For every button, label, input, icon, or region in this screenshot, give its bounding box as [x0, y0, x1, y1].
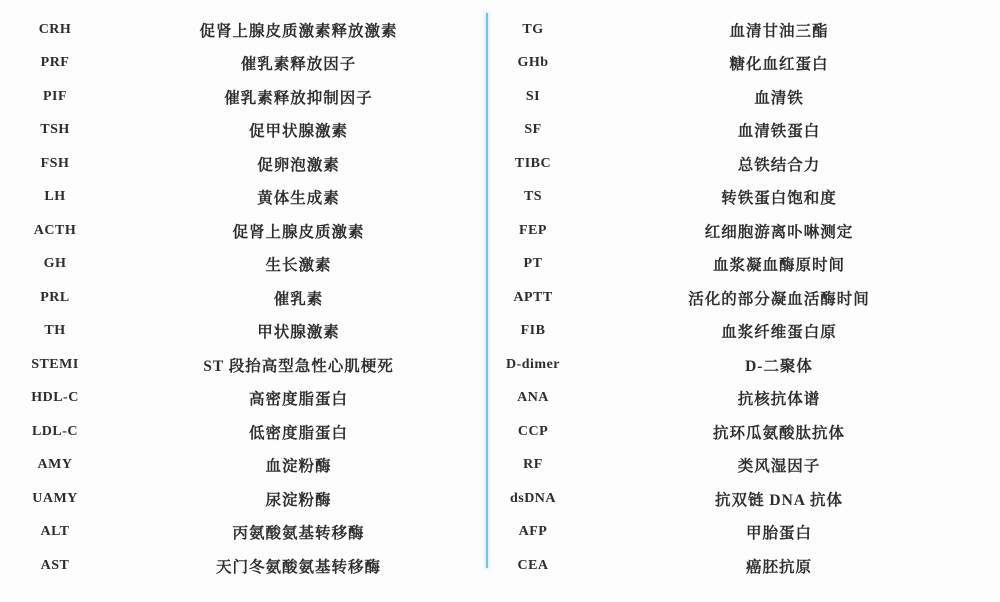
definition-label: 抗环瓜氨酸肽抗体	[712, 424, 845, 442]
glossary-row	[487, 516, 998, 550]
glossary-row	[487, 248, 998, 282]
definition-label: 类风湿因子	[737, 458, 821, 476]
abbreviation-label: CRH	[38, 21, 72, 37]
glossary-row	[0, 449, 487, 483]
definition-label: 甲状腺激素	[257, 324, 340, 342]
abbreviation-label: TS	[523, 189, 543, 205]
definition-label: 总铁结合力	[737, 156, 821, 174]
definition-label: D-二聚体	[745, 357, 813, 375]
glossary-row	[487, 482, 998, 516]
abbreviation-label: ALT	[40, 524, 70, 540]
definition-label: 生长激素	[265, 257, 332, 275]
glossary-row	[0, 281, 487, 315]
definition-label: 催乳素释放抑制因子	[224, 89, 373, 107]
glossary-row	[487, 549, 998, 583]
glossary-row	[0, 13, 487, 47]
abbreviation-label: RF	[523, 457, 543, 473]
definition-label: 活化的部分凝血活酶时间	[688, 290, 870, 308]
abbreviation-label: SF	[524, 122, 542, 138]
abbreviation-label: PRL	[40, 289, 70, 305]
definition-label: 癌胚抗原	[745, 558, 812, 576]
abbreviation-label: FIB	[520, 323, 546, 339]
definition-label: 天门冬氨酸氨基转移酶	[215, 558, 381, 576]
abbreviation-label: ANA	[517, 390, 549, 406]
abbreviation-column-right	[487, 0, 998, 602]
abbreviation-label: dsDNA	[509, 490, 557, 506]
glossary-row	[487, 281, 998, 315]
column-divider	[486, 13, 488, 568]
definition-label: 抗核抗体谱	[737, 391, 821, 409]
definition-label: 低密度脂蛋白	[248, 424, 348, 442]
abbreviation-label: LH	[44, 189, 66, 205]
abbreviation-label: TIBC	[514, 155, 552, 171]
abbreviation-label: TG	[522, 21, 544, 37]
abbreviation-label: D-dimer	[505, 356, 561, 372]
abbreviation-label: PT	[523, 256, 543, 272]
definition-label: 催乳素	[273, 290, 324, 308]
definition-label: ST 段抬高型急性心肌梗死	[203, 357, 394, 375]
abbreviation-label: AFP	[518, 524, 548, 540]
glossary-row	[0, 114, 487, 148]
abbreviation-label: FSH	[40, 155, 70, 171]
definition-label: 催乳素释放因子	[240, 56, 357, 74]
definition-label: 红细胞游离卟啉测定	[704, 223, 854, 241]
glossary-row	[0, 482, 487, 516]
definition-label: 促甲状腺激素	[248, 123, 348, 141]
glossary-row	[487, 214, 998, 248]
glossary-row	[0, 181, 487, 215]
glossary-row	[0, 348, 487, 382]
abbreviation-label: AMY	[37, 457, 73, 473]
definition-label: 高密度脂蛋白	[248, 391, 348, 409]
glossary-row	[487, 181, 998, 215]
abbreviation-label: PIF	[42, 88, 68, 104]
abbreviation-label: CEA	[517, 557, 549, 573]
abbreviation-label: TSH	[40, 122, 70, 138]
glossary-row	[0, 147, 487, 181]
definition-label: 丙氨酸氨基转移酶	[232, 525, 365, 543]
abbreviation-label: AST	[40, 557, 70, 573]
definition-label: 糖化血红蛋白	[729, 56, 829, 74]
glossary-row	[0, 516, 487, 550]
glossary-row	[0, 415, 487, 449]
definition-label: 黄体生成素	[257, 190, 340, 208]
abbreviation-label: FEP	[519, 222, 547, 238]
glossary-row	[487, 449, 998, 483]
glossary-row	[0, 214, 487, 248]
glossary-row	[0, 80, 487, 114]
glossary-row	[0, 47, 487, 81]
glossary-row	[0, 248, 487, 282]
glossary-row	[487, 348, 998, 382]
abbreviation-label: UAMY	[32, 490, 78, 506]
definition-label: 转铁蛋白饱和度	[721, 190, 837, 208]
abbreviation-label: ACTH	[33, 222, 77, 238]
definition-label: 抗双链 DNA 抗体	[715, 491, 843, 509]
glossary-row	[487, 147, 998, 181]
glossary-row	[487, 382, 998, 416]
glossary-row	[487, 47, 998, 81]
definition-label: 血清铁	[754, 89, 804, 107]
glossary-row	[487, 13, 998, 47]
abbreviation-label: APTT	[513, 289, 553, 305]
abbreviation-label: STEMI	[31, 356, 79, 372]
glossary-row	[487, 114, 998, 148]
definition-label: 血浆纤维蛋白原	[721, 324, 837, 342]
glossary-row	[487, 415, 998, 449]
glossary-row	[487, 80, 998, 114]
definition-label: 尿淀粉酶	[265, 491, 332, 509]
glossary-row	[0, 382, 487, 416]
definition-label: 促肾上腺皮质激素	[232, 223, 365, 241]
definition-label: 甲胎蛋白	[745, 525, 812, 543]
definition-label: 血淀粉酶	[265, 458, 332, 476]
glossary-row	[0, 315, 487, 349]
abbreviation-label: PRF	[40, 55, 70, 71]
glossary-row	[487, 315, 998, 349]
abbreviation-label: GHb	[517, 55, 549, 71]
definition-label: 促卵泡激素	[257, 156, 340, 174]
abbreviation-label: HDL-C	[31, 390, 79, 406]
definition-label: 血浆凝血酶原时间	[712, 257, 845, 275]
abbreviation-column-left	[0, 0, 487, 602]
definition-label: 血清铁蛋白	[737, 123, 821, 141]
abbreviation-label: TH	[44, 323, 66, 339]
abbreviation-label: SI	[525, 88, 541, 104]
abbreviation-label: CCP	[517, 423, 549, 439]
abbreviation-label: LDL-C	[31, 423, 79, 439]
definition-label: 促肾上腺皮质激素释放激素	[199, 22, 398, 40]
glossary-row	[0, 549, 487, 583]
definition-label: 血清甘油三酯	[729, 22, 829, 40]
abbreviation-label: GH	[43, 256, 67, 272]
